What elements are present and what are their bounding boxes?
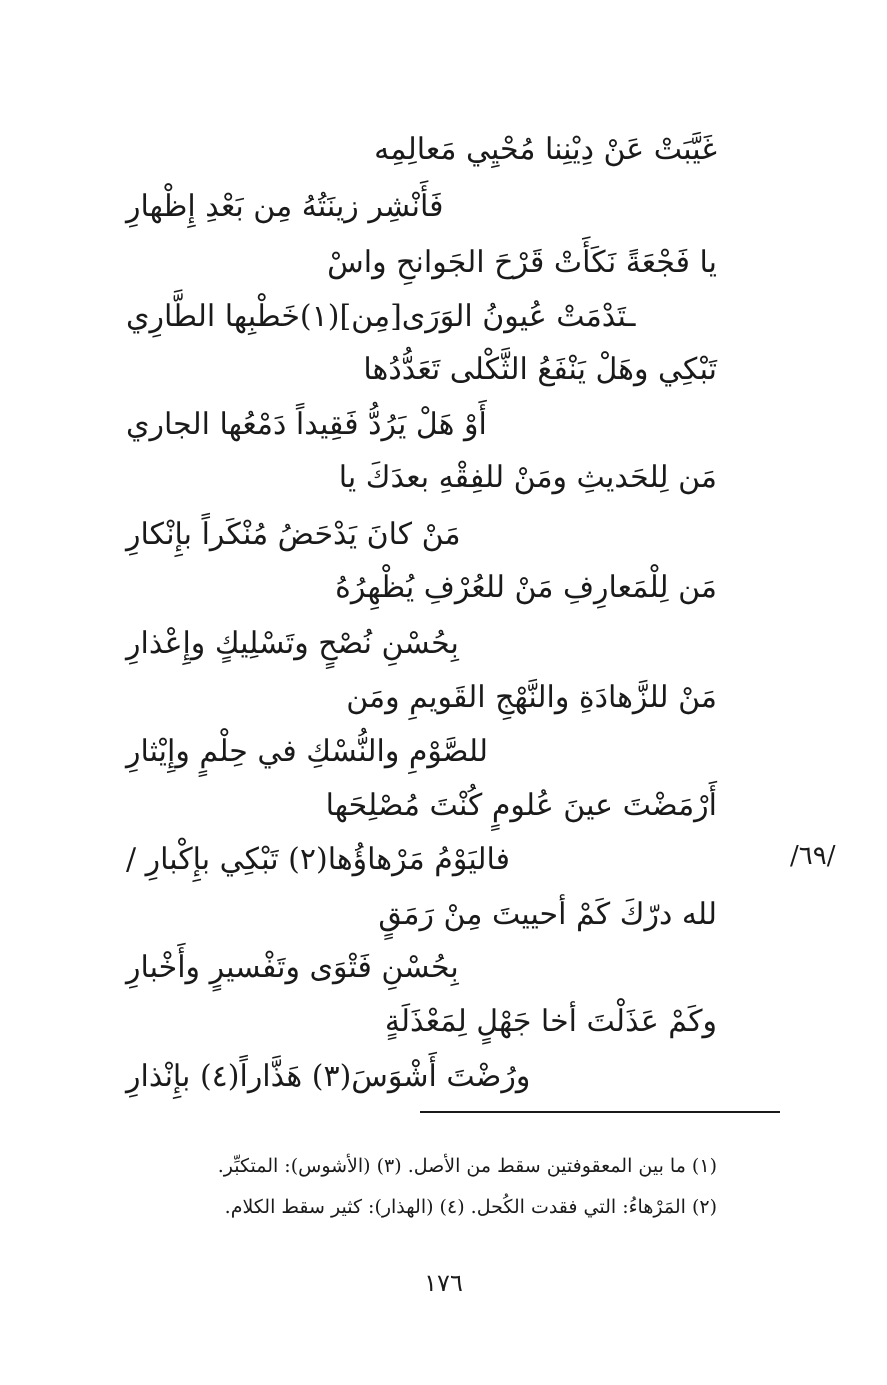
verse-line: فَأَنْشِر زينَتُهُ مِن بَعْدِ إِظْهارِ — [126, 189, 444, 224]
verse-line: وكَمْ عَذَلْتَ أخا جَهْلٍ لِمَعْذَلَةٍ — [384, 1004, 717, 1039]
verse-line: مَنْ كانَ يَدْحَضُ مُنْكَراً بإِنْكارِ — [126, 517, 461, 552]
page-number: ١٧٦ — [424, 1269, 463, 1297]
footnote-divider — [420, 1111, 780, 1113]
verse-line: غَيَّبَتْ عَنْ دِيْنِنا مُحْيِي مَعالِمِه — [374, 132, 717, 167]
verse-line: للصَّوْمِ والنُّسْكِ في حِلْمٍ وإِيْثارِ — [126, 734, 489, 769]
verse-line: فاليَوْمُ مَرْهاؤُها(٢) تَبْكِي بإِكْبارِ / — [126, 842, 511, 877]
verse-line: لله درّكَ كَمْ أحييتَ مِنْ رَمَقٍ — [378, 897, 717, 932]
verse-line: أَرْمَضْتَ عينَ عُلومٍ كُنْتَ مُصْلِحَها — [325, 788, 717, 823]
verse-line: مَنْ للزَّهادَةِ والنَّهْجِ القَويمِ ومَن — [346, 680, 717, 715]
verse-line: ـتَدْمَتْ عُيونُ الوَرَى[مِن](١)خَطْبِها الطَّارِي — [126, 299, 636, 334]
verse-line: تَبْكِي وهَلْ يَنْفَعُ الثَّكْلى تَعَدُّدُها — [363, 352, 717, 387]
verse-line: بِحُسْنِ فَتْوَى وتَفْسيرٍ وأَخْبارِ — [126, 950, 459, 985]
verse-line: بِحُسْنِ نُصْحٍ وتَسْلِيكٍ وإِعْذارِ — [126, 626, 459, 661]
verse-line: يا فَجْعَةً نَكَأَتْ قَرْحَ الجَوانحِ واسْ — [327, 245, 717, 280]
verse-line: أَوْ هَلْ يَرُدُّ فَقِيداً دَمْعُها الجاري — [126, 407, 487, 442]
verse-line: مَن لِلحَديثِ ومَنْ للفِقْهِ بعدَكَ يا — [338, 460, 717, 495]
manuscript-folio-marker: /٦٩/ — [790, 841, 836, 871]
verse-line: مَن لِلْمَعارِفِ مَنْ للعُرْفِ يُظْهِرُهُ — [335, 570, 717, 605]
footnote-line: (٢) المَرْهاءُ: التي فقدت الكُحل. (٤) (الهذار): كثير سقط الكلام. — [224, 1196, 717, 1218]
footnote-line: (١) ما بين المعقوفتين سقط من الأصل. (٣) (الأشوس): المتكبِّر. — [217, 1155, 717, 1177]
verse-line: ورُضْتَ أَشْوَسَ(٣) هَذَّاراً(٤) بإِنْذارِ — [126, 1059, 531, 1094]
